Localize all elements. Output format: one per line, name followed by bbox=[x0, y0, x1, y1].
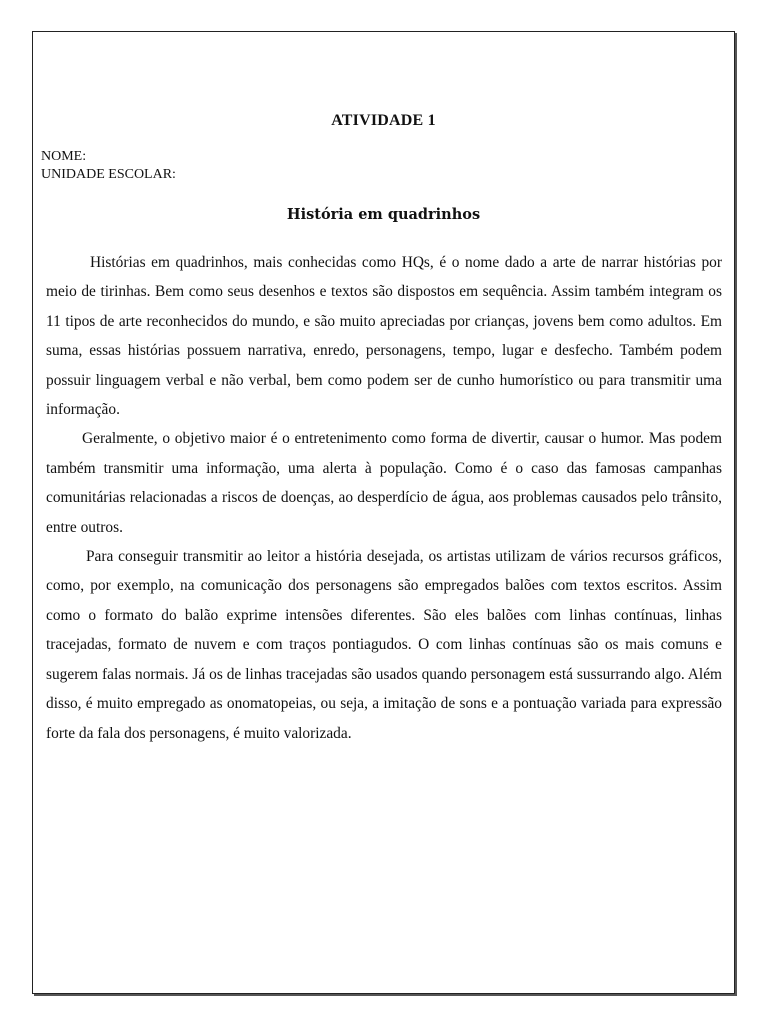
paragraph-resources: Para conseguir transmitir ao leitor a história desejada, os artistas utilizam de vários recursos gráficos, como, por exemplo, na comunicação dos personagens são empregados balões com textos escritos. Assim como o formato do balão exprime intensões diferentes. São eles balões com linhas contínuas, linhas tracejadas, formato de nuvem e com traços pontiagudos. O com linhas contínuas são os mais comuns e sugerem falas normais. Já os de linhas tracejadas são usados quando personagem está sussurrando algo. Além disso, é muito empregado as onomatopeias, ou seja, a imitação de sons e a pontuação variada para expressão forte da fala dos personagens, é muito valorizada. bbox=[46, 548, 722, 742]
paragraph-intro: Histórias em quadrinhos, mais conhecidas como HQs, é o nome dado a arte de narrar histórias por meio de tirinhas. Bem como seus desenhos e textos são dispostos em sequência. Assim também integram os 11 tipos de arte reconhecidos do mundo, e são muito apreciadas por crianças, jovens bem como adultos. Em suma, essas histórias possuem narrativa, enredo, personagens, tempo, lugar e desfecho. Também podem possuir linguagem verbal e não verbal, bem como podem ser de cunho humorístico ou para transmitir uma informação. bbox=[46, 254, 722, 419]
paragraph-purpose: Geralmente, o objetivo maior é o entretenimento como forma de divertir, causar o humor. Mas podem também transmitir uma informação, uma alerta à população. Como é o caso das famosas campanhas comunitárias relacionadas a riscos de doenças, ao desperdício de água, aos problemas causados pelo trânsito, entre outros. bbox=[46, 430, 722, 536]
name-field-label: NOME: bbox=[41, 149, 87, 164]
section-title: História em quadrinhos bbox=[286, 206, 481, 223]
activity-title: ATIVIDADE 1 bbox=[331, 112, 436, 129]
school-unit-field-label: UNIDADE ESCOLAR: bbox=[41, 167, 176, 182]
body-text bbox=[46, 248, 722, 748]
